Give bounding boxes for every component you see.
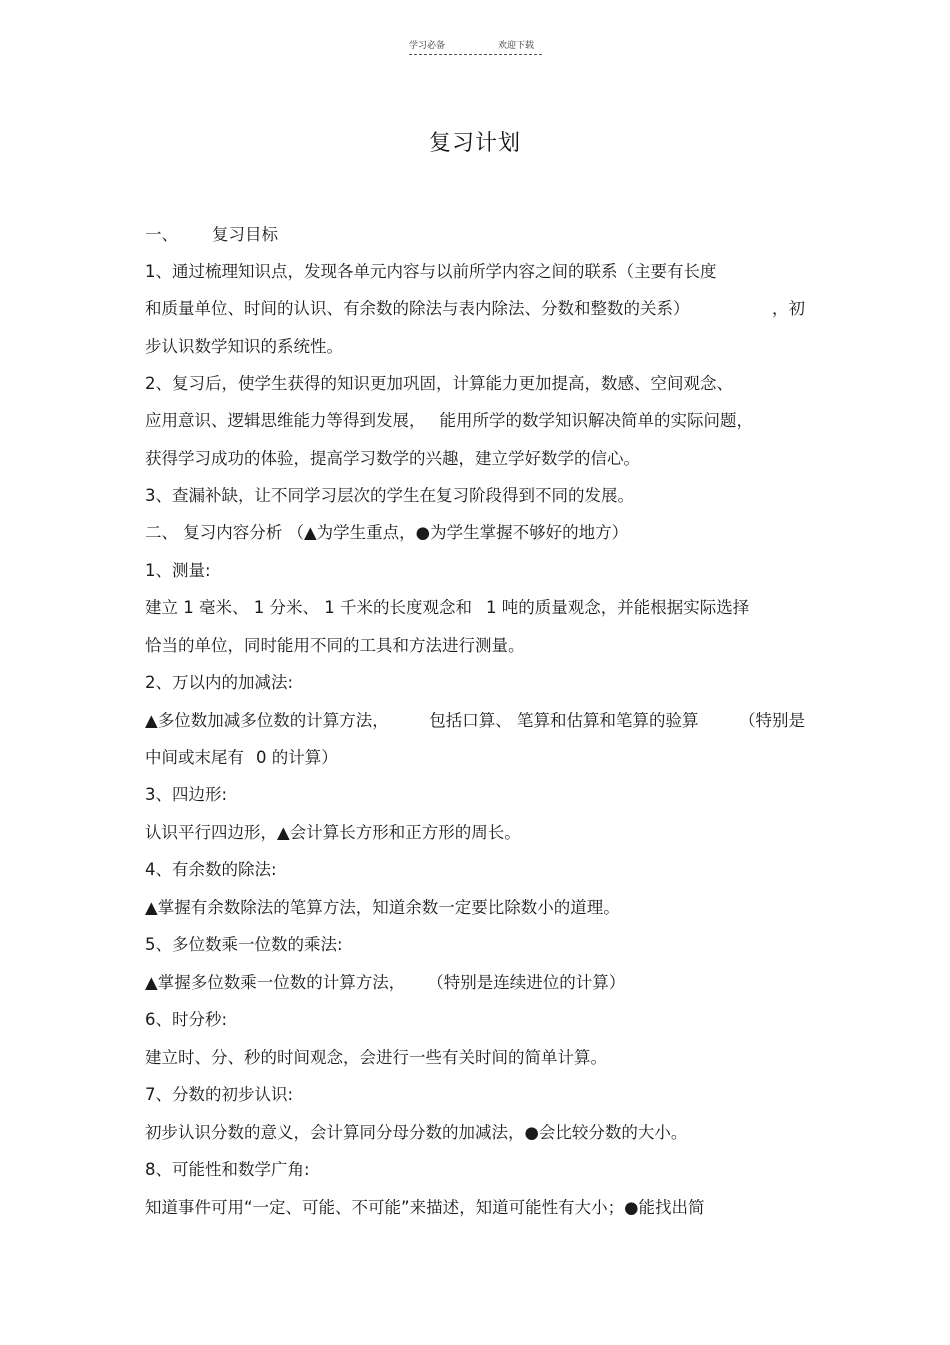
paragraph-line: ▲掌握有余数除法的笔算方法，知道余数一定要比除数小的道理。 — [145, 898, 620, 917]
paragraph-line — [145, 408, 753, 434]
line-segment: 1 吨的质量观念，并能根据实际选择 — [485, 598, 750, 617]
paragraph-line: 知道事件可用“一定、可能、不可能”来描述，知道可能性有大小；●能找出简 — [145, 1198, 705, 1217]
paragraph-line — [145, 595, 749, 621]
line-segment: 能用所学的数学知识解决简单的实际问题， — [439, 411, 753, 430]
line-segment: （特别是 — [738, 711, 805, 730]
header-dashed-rule — [409, 54, 542, 55]
paragraph-line: 3、查漏补缺，让不同学习层次的学生在复习阶段得到不同的发展。 — [145, 486, 634, 505]
section-heading-2: 二、 复习内容分析 （▲为学生重点，●为学生掌握不够好的地方） — [145, 523, 629, 542]
item-heading: 5、多位数乘一位数的乘法: — [145, 935, 343, 954]
line-segment: ▲多位数加减多位数的计算方法， — [145, 711, 389, 730]
paragraph-line: 1、通过梳理知识点，发现各单元内容与以前所学内容之间的联系（主要有长度 — [145, 262, 717, 281]
line-segment: 中间或末尾有 — [145, 748, 244, 767]
line-segment: ▲掌握多位数乘一位数的计算方法， — [145, 973, 406, 992]
paragraph-line: 初步认识分数的意义，会计算同分母分数的加减法，●会比较分数的大小。 — [145, 1123, 688, 1142]
line-segment: 应用意识、逻辑思维能力等得到发展， — [145, 411, 426, 430]
item-heading: 7、分数的初步认识: — [145, 1085, 294, 1104]
line-segment: 建立 1 毫米、 1 分米、 1 千米的长度观念和 — [145, 598, 472, 617]
paragraph-line: 认识平行四边形，▲会计算长方形和正方形的周长。 — [145, 823, 521, 842]
section-heading-1 — [145, 222, 278, 248]
paragraph-line: 获得学习成功的体验，提高学习数学的兴趣，建立学好数学的信心。 — [145, 449, 640, 468]
item-heading: 2、万以内的加减法: — [145, 673, 294, 692]
page-header — [409, 38, 542, 54]
section-title: 复习目标 — [212, 225, 278, 244]
paragraph-line: 步认识数学知识的系统性。 — [145, 337, 343, 356]
item-heading: 1、测量: — [145, 561, 211, 580]
line-segment: 包括口算、 笔算和估算和笔算的验算 — [429, 711, 699, 730]
item-heading: 4、有余数的除法: — [145, 860, 277, 879]
document-title: 复习计划 — [428, 131, 521, 156]
paragraph-line — [145, 708, 805, 734]
header-right-text: 欢迎下载 — [498, 41, 535, 51]
paragraph-line — [145, 745, 338, 771]
line-segment: ，初 — [772, 299, 805, 318]
header-left-text: 学习必备 — [409, 41, 446, 51]
section-number: 一、 — [145, 225, 178, 244]
line-segment: （特别是连续进位的计算） — [427, 973, 626, 992]
line-segment: 和质量单位、时间的认识、有余数的除法与表内除法、分数和整数的关系） — [145, 299, 690, 318]
item-heading: 3、四边形: — [145, 785, 228, 804]
item-heading: 6、时分秒: — [145, 1010, 228, 1029]
paragraph-line: 恰当的单位，同时能用不同的工具和方法进行测量。 — [145, 636, 525, 655]
paragraph-line — [145, 296, 805, 322]
paragraph-line — [145, 970, 625, 996]
line-segment: 0 的计算） — [256, 748, 338, 767]
paragraph-line: 建立时、分、秒的时间观念，会进行一些有关时间的简单计算。 — [145, 1048, 607, 1067]
paragraph-line: 2、复习后，使学生获得的知识更加巩固，计算能力更加提高，数感、空间观念、 — [145, 374, 733, 393]
item-heading: 8、可能性和数学广角: — [145, 1160, 310, 1179]
